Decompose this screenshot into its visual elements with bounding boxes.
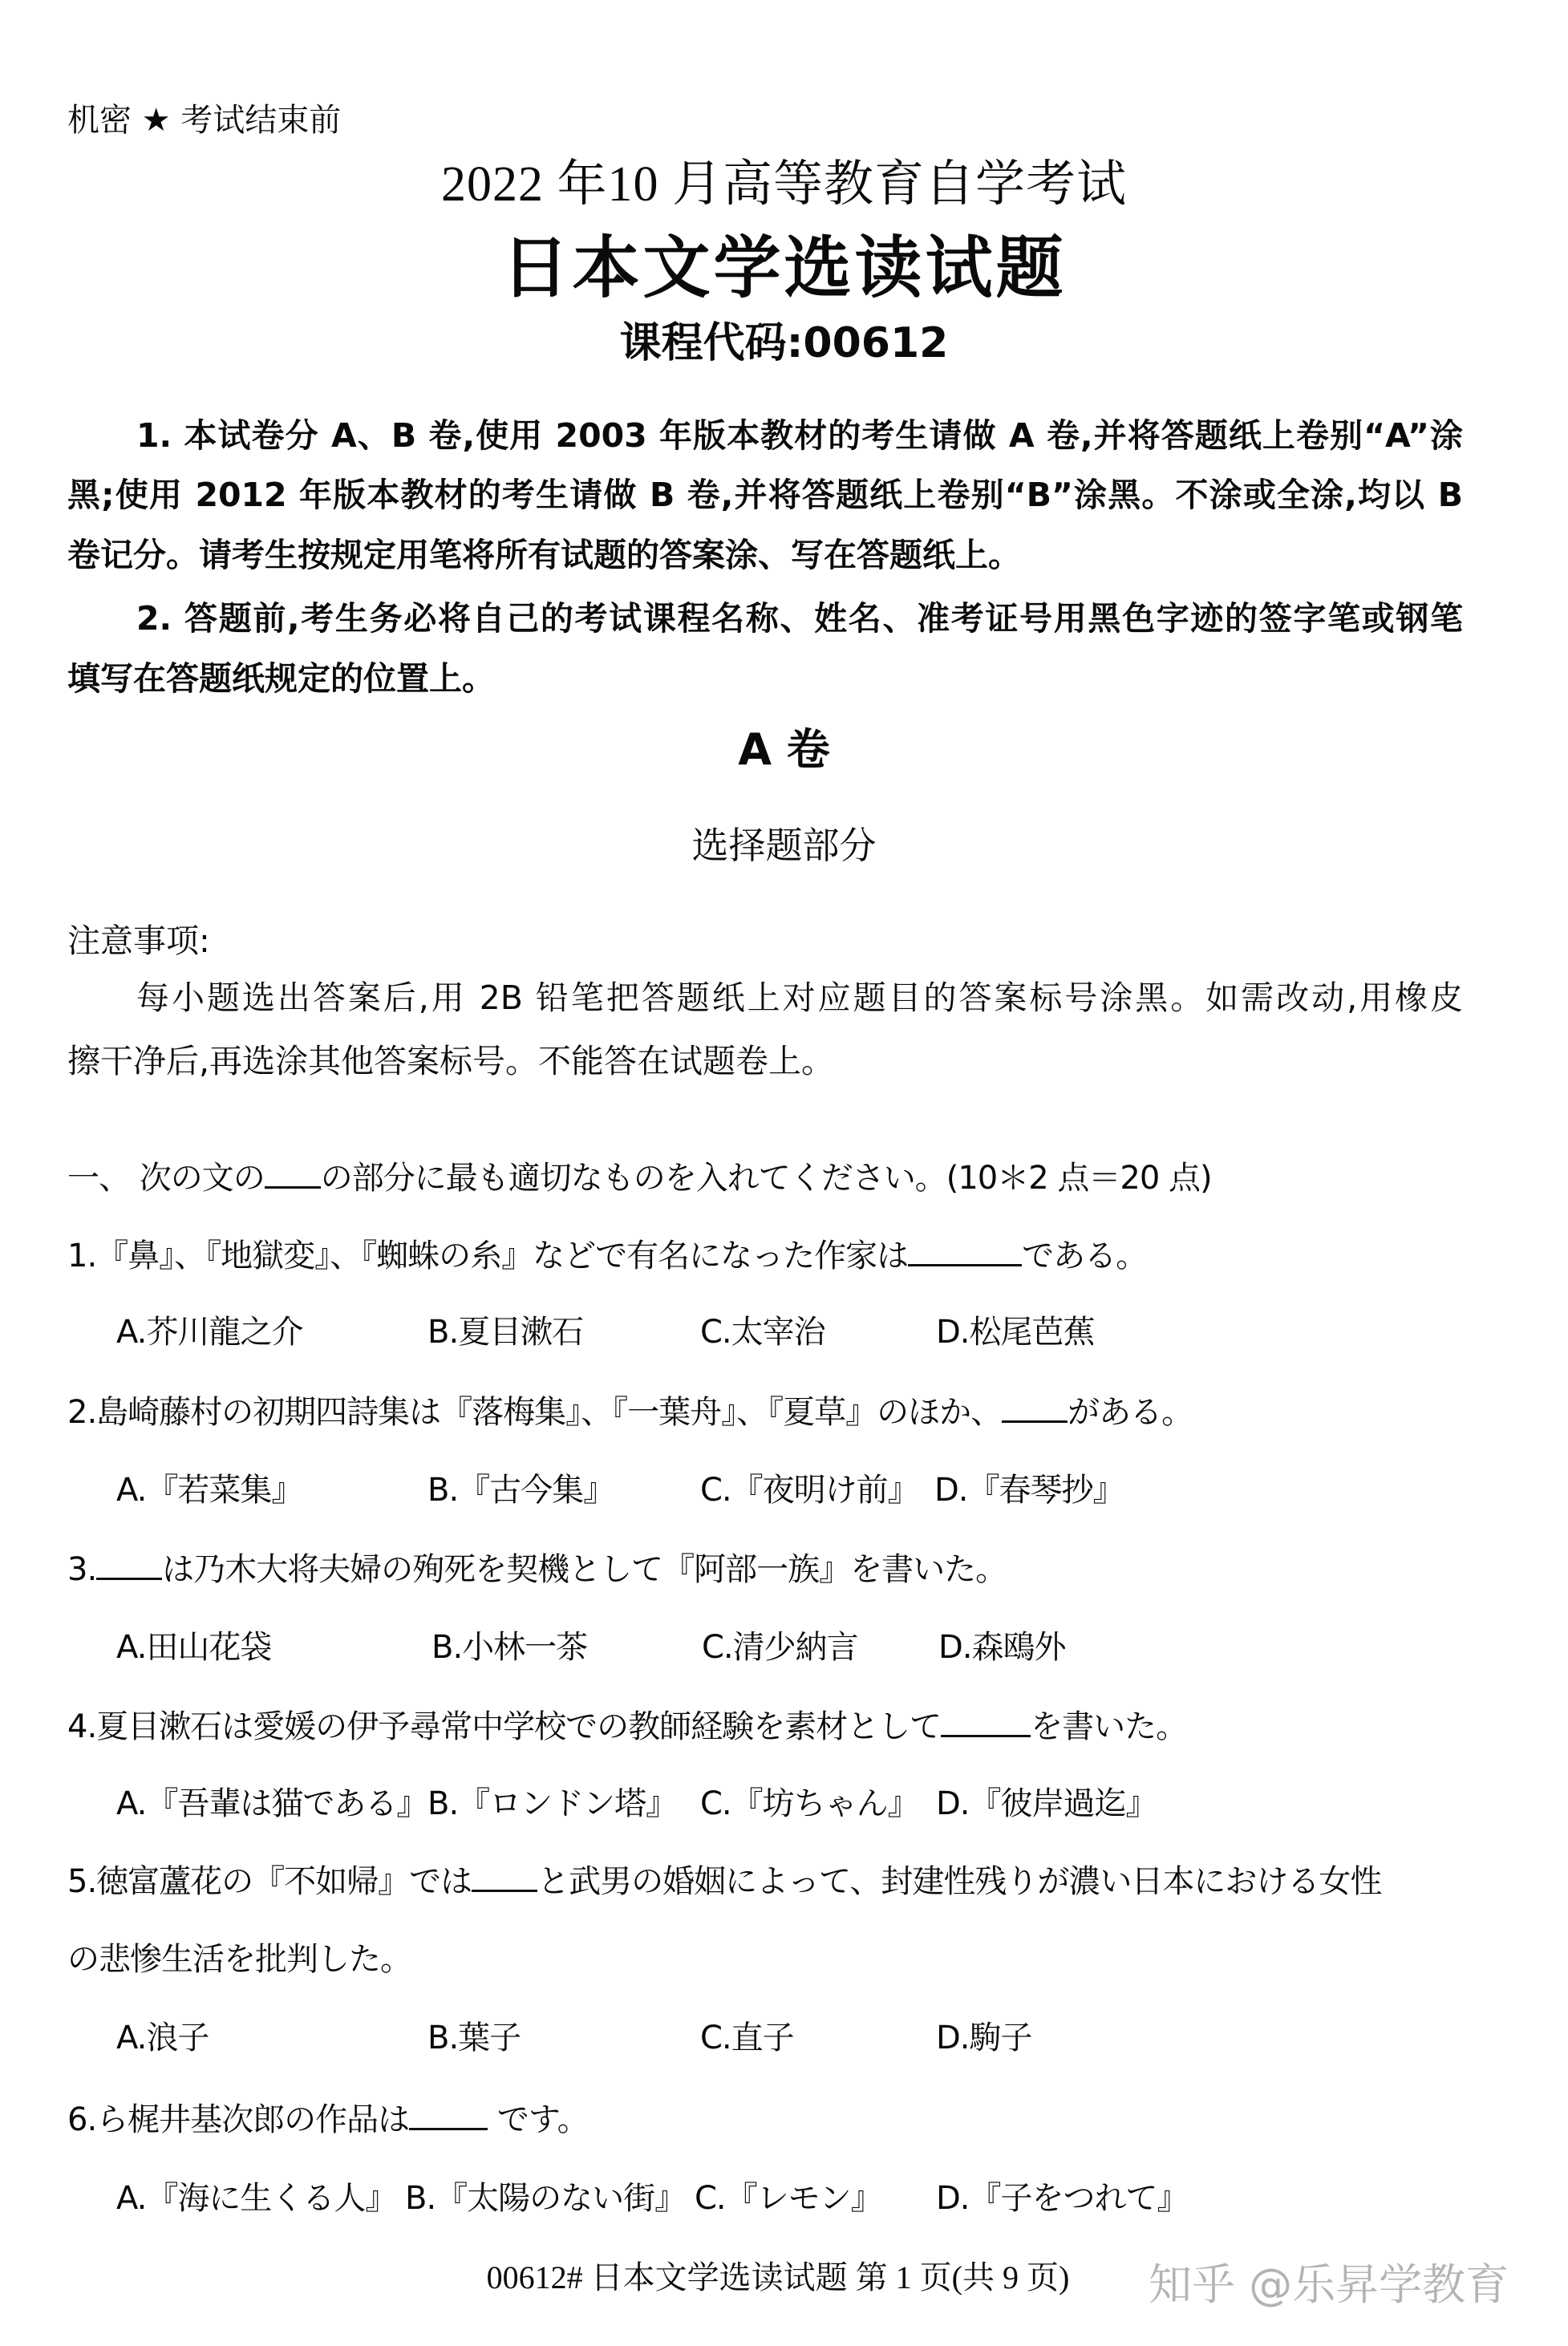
blank-line [265,1154,321,1189]
option-d: D.『春琴抄』 [934,1472,1124,1509]
option-c: C.太宰治 [700,1314,825,1351]
option-a: A.『海に生くる人』 [116,2180,397,2217]
question-number: 3. [67,1551,97,1588]
part1-heading-post: の部分に最も適切なものを入れてください。(10＊2 点＝20 点) [320,1160,1212,1197]
question-number: 5. [67,1863,97,1900]
option-d: D.『子をつれて』 [936,2180,1189,2217]
question-text: 『鼻』、『地獄変』、『蜘蛛の糸』などで有名になった作家は [96,1238,909,1274]
question-text-end: である。 [1022,1238,1148,1274]
question-text-end: がある。 [1068,1394,1193,1431]
option-c: C.清少納言 [702,1629,858,1666]
option-c: C.直子 [700,2020,794,2056]
question-5 [67,1856,1381,1907]
instruction-para2-line2: 填写在答题纸规定的位置上。 [67,659,495,698]
option-c: C.『夜明け前』 [700,1472,919,1509]
question-4 [67,1701,1187,1752]
option-b: B.『ロンドン塔』 [427,1785,678,1822]
answer-blank [908,1232,1022,1266]
option-a: A.浪子 [116,2020,209,2056]
question-5-continuation: の悲惨生活を批判した。 [67,1941,411,1978]
question-2 [67,1387,1193,1438]
answer-blank [941,1703,1031,1737]
option-c: C.『レモン』 [695,2180,882,2217]
option-d: D.森鴎外 [938,1629,1066,1666]
question-text: は乃木大将夫婦の殉死を契機として『阿部一族』を書いた。 [162,1551,1007,1588]
notice-title: 注意事项: [67,922,210,960]
instruction-para1-line3: 卷记分。请考生按规定用笔将所有试题的答案涂、写在答题纸上。 [67,536,1021,574]
instruction-para1-line1: 1. 本试卷分 A、B 卷,使用 2003 年版本教材的考生请做 A 卷,并将答题纸上卷别“A”涂 [136,416,1463,455]
question-number: 1. [67,1238,97,1274]
option-a: A.田山花袋 [116,1629,272,1666]
answer-blank [1002,1388,1068,1423]
option-a: A.芥川龍之介 [116,1314,303,1351]
answer-blank [472,1858,537,1892]
option-b: B.夏目漱石 [427,1314,584,1351]
option-d: D.駒子 [936,2020,1032,2056]
question-text: 島崎藤村の初期四詩集は『落梅集』、『一葉舟』、『夏草』のほか、 [96,1394,1003,1431]
option-b: B.『古今集』 [427,1472,615,1509]
option-a: A.『若菜集』 [116,1472,303,1509]
answer-blank [409,2096,488,2130]
question-text: 夏目漱石は愛媛の伊予尋常中学校での教師経験を素材として [96,1708,942,1745]
question-text-end: です。 [488,2101,589,2138]
instruction-para1-line2: 黑;使用 2012 年版本教材的考生请做 B 卷,并将答题纸上卷别“B”涂黑。不涂或全涂,均以 B [67,476,1463,514]
question-text: ら梶井基次郎の作品は [96,2101,410,2138]
confidential-label: 机密 ★ 考试结束前 [67,102,342,139]
question-number: 6. [67,2101,97,2138]
instruction-para2-line1: 2. 答题前,考生务必将自己的考试课程名称、姓名、准考证号用黑色字迹的签字笔或钢笔 [136,599,1463,638]
question-text-end: を書いた。 [1031,1708,1188,1745]
part1-heading-pre: 一、 次の文の [67,1160,265,1197]
option-a: A.『吾輩は猫である』 [116,1785,428,1822]
volume-label: A 卷 [738,724,830,775]
question-number: 2. [67,1394,97,1431]
page-title: 日本文学选读试题 [501,229,1067,307]
course-code: 课程代码:00612 [619,319,949,367]
notice-line1: 每小题选出答案后,用 2B 铅笔把答题纸上对应题目的答案标号涂黑。如需改动,用橡皮 [136,979,1463,1017]
notice-line2: 擦干净后,再选涂其他答案标号。不能答在试题卷上。 [67,1042,835,1080]
question-1 [67,1230,1147,1282]
watermark: 知乎 @乐昇学教育 [1149,2259,1509,2310]
part-label: 选择题部分 [691,824,877,867]
option-b: B.小林一茶 [432,1629,588,1666]
page-footer: 00612# 日本文学选读试题 第 1 页(共 9 页) [486,2259,1070,2295]
question-6 [67,2094,589,2145]
question-3 [67,1544,1007,1595]
question-text: 徳富蘆花の『不如帰』では [96,1863,472,1900]
option-c: C.『坊ちゃん』 [700,1785,919,1822]
option-d: D.松尾芭蕉 [936,1314,1095,1351]
exam-title: 2022 年10 月高等教育自学考试 [440,157,1127,212]
option-b: B.葉子 [427,2020,521,2056]
option-d: D.『彼岸過迄』 [936,1785,1157,1822]
option-b: B.『太陽のない街』 [405,2180,687,2217]
answer-blank [96,1546,162,1580]
question-text-end: と武男の婚姻によって、封建性残りが濃い日本における女性 [537,1863,1382,1900]
question-number: 4. [67,1708,97,1745]
part1-heading [67,1153,1212,1204]
